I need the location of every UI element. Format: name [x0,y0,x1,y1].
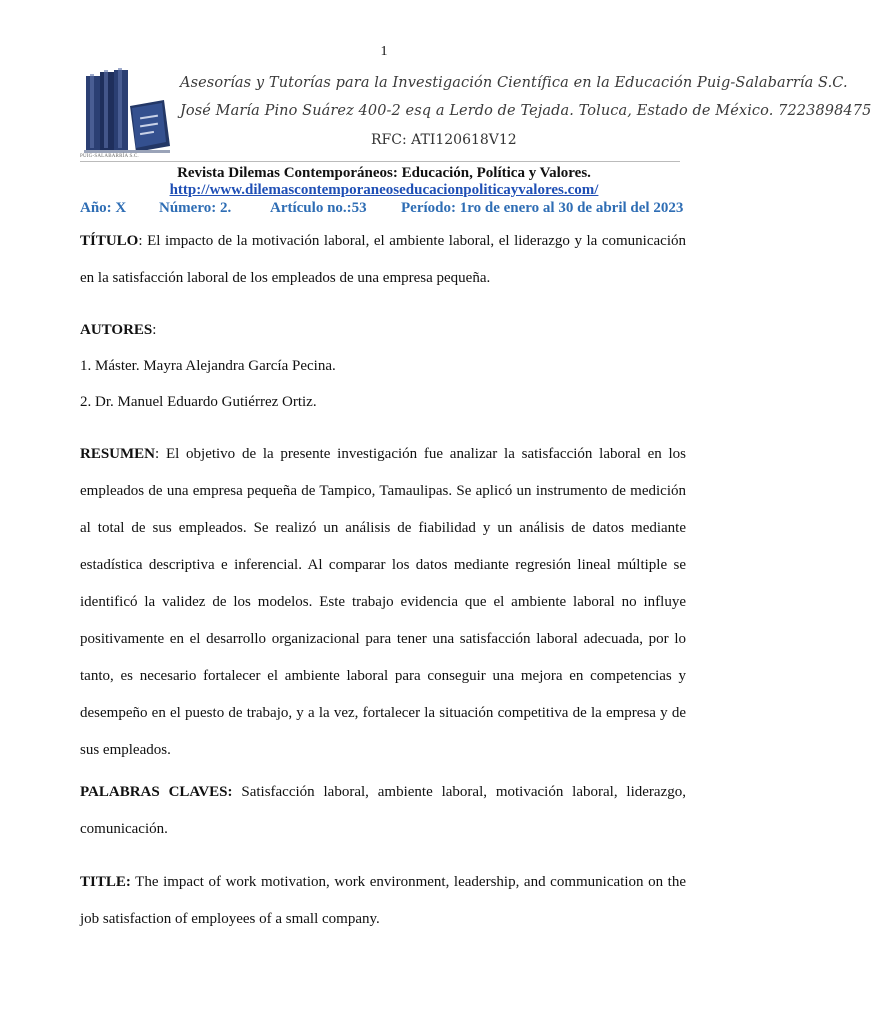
letterhead [80,64,871,164]
journal-url-link[interactable]: http://www.dilemascontemporaneoseducacionpoliticayvalores.com/ [169,182,599,198]
header-divider [80,161,680,162]
meta-period: Período: 1ro de enero al 30 de abril del 2023 [401,200,684,216]
meta-article: Artículo no.:53 [270,200,367,216]
titulo-label: TÍTULO [80,233,139,249]
title-en-section [80,864,686,938]
stacked-books-logo-icon [80,66,172,164]
brand-name: Asesorías y Tutorías para la Investigación Científica en la Educación Puig-Salabarría S.C. [180,75,848,91]
resumen-section [80,436,686,769]
keywords-text: Satisfacción laboral, ambiente laboral, motivación laboral, liderazgo, comunicación. [80,784,686,837]
title-en-text: The impact of work motivation, work environment, leadership, and communication on the job satisfaction of employees of a small company. [80,874,686,927]
autores-heading [80,312,686,349]
titulo-text: : El impacto de la motivación laboral, el ambiente laboral, el liderazgo y la comunicación en la satisfacción laboral de los empleados de una empresa pequeña. [80,233,686,286]
resumen-label: RESUMEN [80,446,156,462]
autores-label: AUTORES [80,322,153,338]
titulo-section [80,223,686,297]
brand-address: José María Pino Suárez 400-2 esq a Lerdo de Tejada. Toluca, Estado de México. 7223898475 [180,103,871,119]
meta-number: Número: 2. [159,200,232,216]
author-item: 1. Máster. Mayra Alejandra García Pecina. [80,358,336,374]
author-item: 2. Dr. Manuel Eduardo Gutiérrez Ortiz. [80,394,317,410]
logo-caption: PUIG-SALABARRÍA S.C. [80,154,139,159]
rfc-code: RFC: ATI120618V12 [371,132,517,148]
page-number: 1 [380,44,388,59]
meta-year: Año: X [80,200,127,216]
keywords-label: PALABRAS CLAVES: [80,784,233,800]
keywords-section [80,774,686,848]
autores-suffix: : [152,322,157,338]
journal-title: Revista Dilemas Contemporáneos: Educación, Política y Valores. [177,165,591,181]
title-en-label: TITLE: [80,874,131,890]
resumen-text: : El objetivo de la presente investigación fue analizar la satisfacción laboral en los empleados de una empresa pequeña de Tampico, Tamaulipas. Se aplicó un instrumento de medición al total de sus empleados. Se realizó un análisis de fiabilidad y un análisis de datos mediante estadística descriptiva e inferencial. Al comparar los datos mediante regresión lineal múltiple se identificó la validez de los modelos. Este trabajo evidencia que el ambiente laboral no influye positivamente en el desarrollo organizacional para tener una satisfacción laboral adecuada, por lo tanto, es necesario fortalecer el ambiente laboral para conseguir una mejora en competencias y desempeño en el puesto de trabajo, y a la vez, fortalecer la situación competitiva de la empresa y de sus empleados. [80,446,686,758]
